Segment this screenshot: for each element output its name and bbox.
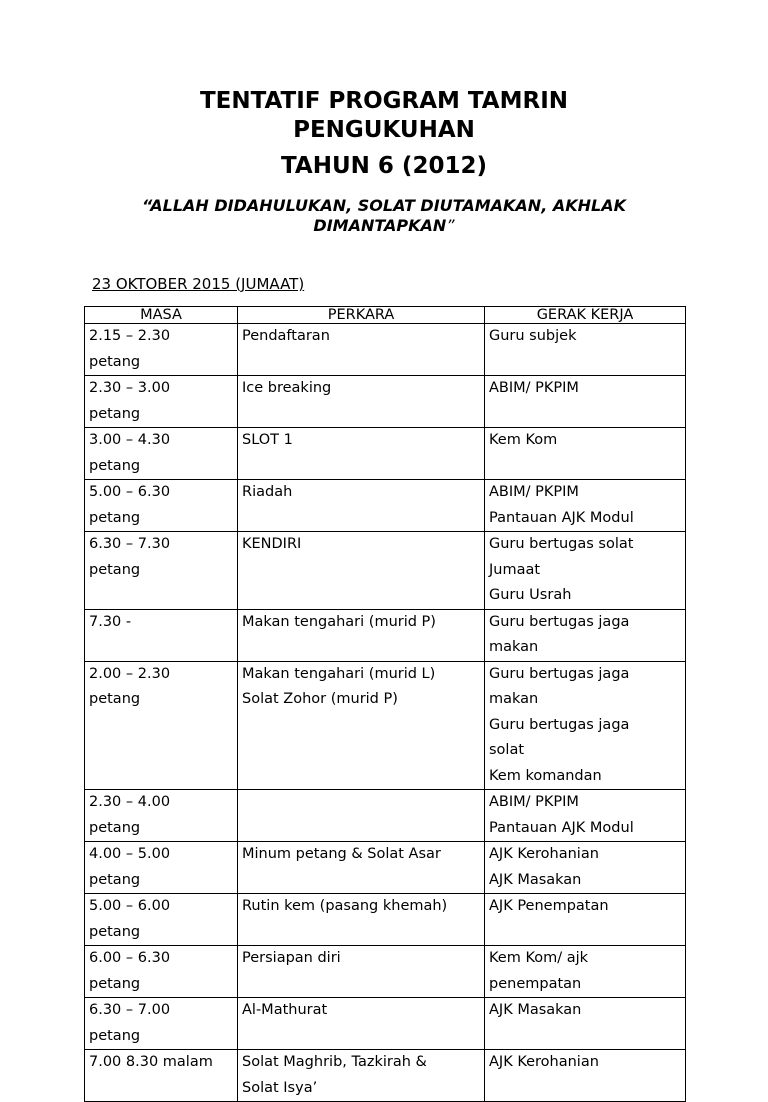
cell-line: Guru subjek [489,328,577,344]
cell-line: Jumaat [489,561,541,578]
cell-line: Guru bertugas jaga [489,613,630,630]
masa-cell [85,609,238,661]
cell-line: petang [89,691,141,707]
cell-line: Solat Isya’ [242,1079,318,1096]
gerak-kerja-cell [485,324,686,376]
masa-cell [85,324,238,376]
perkara-cell [238,661,485,790]
gerak-kerja-cell [485,480,686,532]
perkara-cell [238,428,485,480]
cell-line: Guru bertugas solat [489,536,634,552]
masa-cell [85,376,238,428]
perkara-cell [238,894,485,946]
cell-line: 2.30 – 4.00 [89,794,171,810]
gerak-kerja-cell [485,661,686,790]
cell-line: makan [489,691,539,707]
cell-line: AJK Penempatan [489,898,609,914]
cell-line: 5.00 – 6.00 [89,898,171,914]
cell-line: Makan tengahari (murid L) [242,665,436,682]
cell-line: 2.15 – 2.30 [89,328,171,344]
perkara-cell [238,532,485,610]
cell-line: petang [89,353,141,370]
table-row [85,894,686,946]
gerak-kerja-cell [485,946,686,998]
gerak-kerja-cell [485,532,686,610]
gerak-kerja-cell [485,894,686,946]
cell-line: 6.00 – 6.30 [89,950,171,966]
cell-line: solat [489,742,525,758]
cell-line: ABIM/ PKPIM [489,484,579,500]
gerak-kerja-cell [485,428,686,480]
gerak-kerja-cell [485,790,686,842]
perkara-cell [238,1050,485,1102]
cell-line: 5.00 – 6.30 [89,484,171,500]
motto-line-1: “ALLAH DIDAHULUKAN, SOLAT DIUTAMAKAN, AKHLAK [142,196,626,215]
cell-line: AJK Masakan [489,1002,582,1018]
cell-line: petang [89,509,141,526]
table-row [85,532,686,610]
perkara-cell [238,609,485,661]
table-row [85,1050,686,1102]
schedule-body [85,324,686,1102]
cell-line: AJK Masakan [489,871,582,888]
cell-line: petang [89,975,141,992]
cell-line: SLOT 1 [242,432,293,448]
cell-line: Rutin kem (pasang khemah) [242,898,448,914]
perkara-cell [238,480,485,532]
cell-line: Guru Usrah [489,587,572,603]
cell-line: AJK Kerohanian [489,846,599,862]
cell-line: makan [489,639,539,655]
masa-cell [85,946,238,998]
column-header-gerak-kerja: GERAK KERJA [485,307,686,324]
schedule-table [84,306,686,1102]
table-header-row [85,307,686,324]
gerak-kerja-cell [485,1050,686,1102]
table-row [85,842,686,894]
cell-line: Kem Kom [489,432,558,448]
cell-line: Guru bertugas jaga [489,716,630,733]
motto [84,196,684,236]
cell-line: ABIM/ PKPIM [489,794,579,810]
table-row [85,480,686,532]
table-row [85,790,686,842]
document-title [84,87,684,145]
perkara-cell [238,376,485,428]
cell-line: Minum petang & Solat Asar [242,846,441,862]
cell-line: Makan tengahari (murid P) [242,613,436,630]
motto-close-quote: ” [446,216,455,235]
masa-cell [85,842,238,894]
cell-line: 7.00 8.30 malam [89,1054,213,1070]
cell-line: Ice breaking [242,380,332,396]
title-line-2: PENGUKUHAN [293,117,475,143]
cell-line: Kem Kom/ ajk [489,950,589,966]
masa-cell [85,1050,238,1102]
motto-line-2-text: DIMANTAPKAN [313,216,447,235]
cell-line: 2.30 – 3.00 [89,380,171,396]
masa-cell [85,480,238,532]
perkara-cell [238,946,485,998]
masa-cell [85,894,238,946]
motto-line-2 [84,216,684,236]
table-row [85,428,686,480]
gerak-kerja-cell [485,842,686,894]
cell-line: 7.30 - [89,613,132,630]
gerak-kerja-cell [485,376,686,428]
perkara-cell [238,324,485,376]
cell-line: 6.30 – 7.30 [89,536,171,552]
cell-line: petang [89,561,141,578]
cell-line: Guru bertugas jaga [489,665,630,682]
cell-line: petang [89,457,141,474]
table-row [85,661,686,790]
masa-cell [85,790,238,842]
cell-line: Pendaftaran [242,328,330,344]
cell-line: 4.00 – 5.00 [89,846,171,862]
cell-line: ABIM/ PKPIM [489,380,579,396]
cell-line: 2.00 – 2.30 [89,665,171,682]
perkara-cell [238,842,485,894]
masa-cell [85,661,238,790]
cell-line: petang [89,871,141,888]
gerak-kerja-cell [485,609,686,661]
cell-line: Riadah [242,484,293,500]
title-line-1: TENTATIF PROGRAM TAMRIN [199,88,569,114]
cell-line: AJK Kerohanian [489,1054,599,1070]
cell-line: petang [89,405,141,422]
column-header-perkara: PERKARA [238,307,485,324]
table-row [85,376,686,428]
masa-cell [85,428,238,480]
cell-line: penempatan [489,975,582,992]
table-row [85,324,686,376]
year-heading: TAHUN 6 (2012) [281,153,487,179]
cell-line: Pantauan AJK Modul [489,819,634,836]
cell-line: Pantauan AJK Modul [489,509,634,526]
cell-line: petang [89,1027,141,1044]
cell-line: 3.00 – 4.30 [89,432,171,448]
cell-line: petang [89,923,141,940]
cell-line: Solat Zohor (murid P) [242,691,398,707]
cell-line: Solat Maghrib, Tazkirah & [242,1054,427,1070]
cell-line: Kem komandan [489,767,602,784]
column-header-masa: MASA [85,307,238,324]
cell-line: KENDIRI [242,536,302,552]
masa-cell [85,532,238,610]
perkara-cell [238,790,485,842]
table-row [85,609,686,661]
cell-line: 6.30 – 7.00 [89,1002,171,1018]
cell-line: petang [89,819,141,836]
table-row [85,946,686,998]
cell-line: Al-Mathurat [242,1002,328,1018]
cell-line: Persiapan diri [242,950,341,966]
date-heading: 23 OKTOBER 2015 (JUMAAT) [92,275,305,293]
